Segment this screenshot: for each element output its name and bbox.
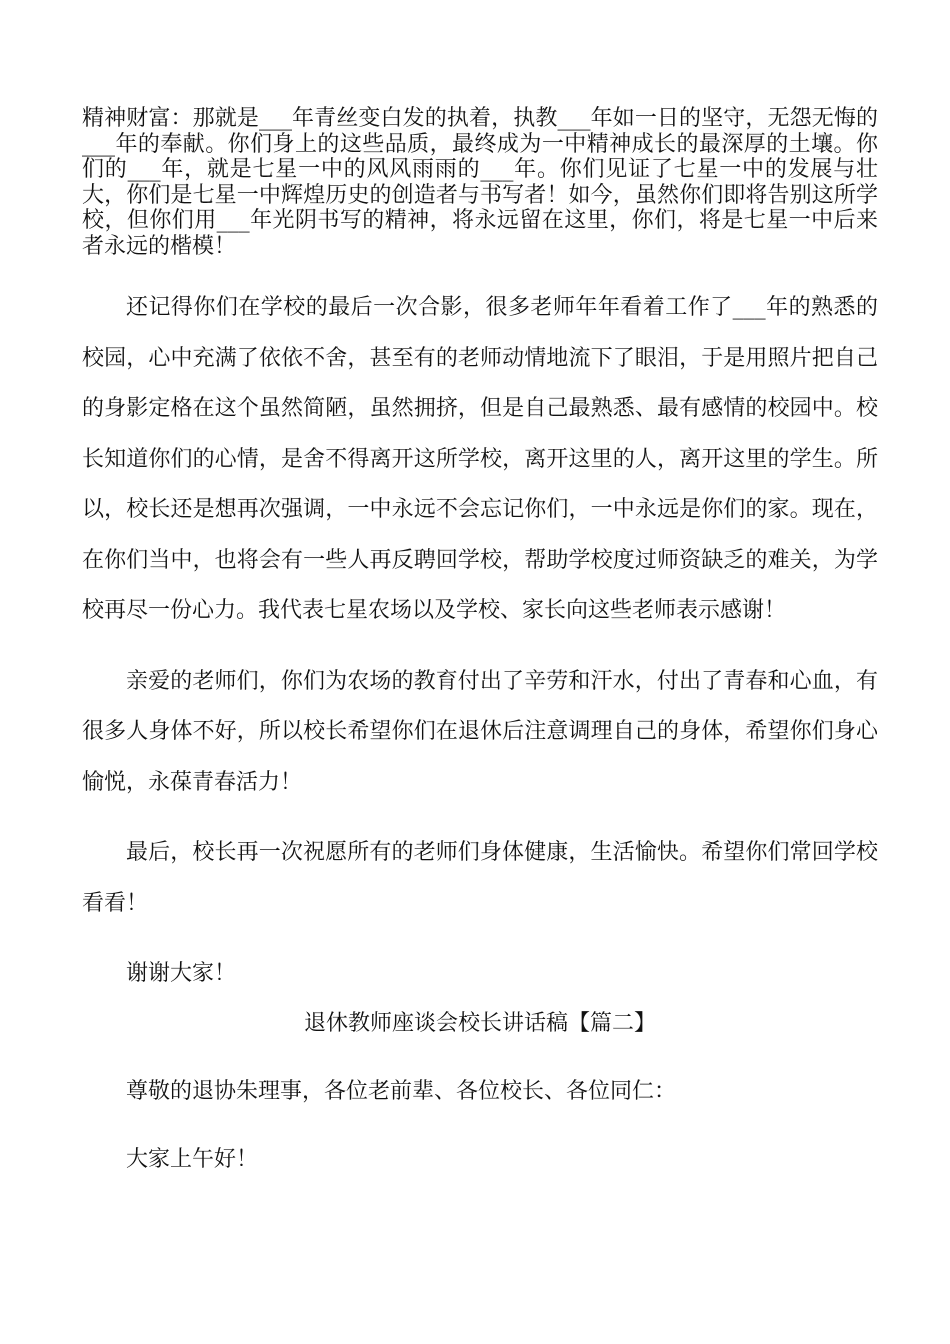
paragraph-memory: 还记得你们在学校的最后一次合影，很多老师年年看着工作了___年的熟悉的校园，心中充满了依依不舍，甚至有的老师动情地流下了眼泪，于是用照片把自己的身影定格在这个虽然简陋，虽然拥挤，但是自己最熟悉、最有感情的校园中。校长知道你们的心情，是舍不得离开这所学校，离开这里的人，离开这里的学生。所以，校长还是想再次强调，一中永远不会忘记你们，一中永远是你们的家。现在，在你们当中，也将会有一些人再反聘回学校，帮助学校度过师资缺乏的难关，为学校再尽一份心力。我代表七星农场以及学校、家长向这些老师表示感谢！ xyxy=(82,295,878,623)
spacer xyxy=(82,929,878,949)
spacer xyxy=(82,637,878,657)
paragraph-thanks: 谢谢大家！ xyxy=(126,961,237,986)
document-page xyxy=(82,106,878,1185)
spacer xyxy=(82,808,878,828)
spacer xyxy=(82,1117,878,1135)
paragraph-continuation: 精神财富：那就是___年青丝变白发的执着，执教___年如一日的坚守，无怨无悔的___年的奉献。你们身上的这些品质，最终成为一中精神成长的最深厚的土壤。你们的___年，就是七星一中的风风雨雨的___年。你们见证了七星一中的发展与壮大，你们是七星一中辉煌历史的创造者与书写者！如今，虽然你们即将告别这所学校，但你们用___年光阴书写的精神，将永远留在这里，你们，将是七星一中后来者永远的楷模！ xyxy=(82,106,878,259)
greeting: 大家上午好！ xyxy=(126,1147,259,1172)
paragraph-health-wishes: 亲爱的老师们，你们为农场的教育付出了辛劳和汗水，付出了青春和心血，有很多人身体不好，所以校长希望你们在退休后注意调理自己的身体，希望你们身心愉悦，永葆青春活力！ xyxy=(82,668,878,795)
salutation: 尊敬的退协朱理事，各位老前辈、各位校长、各位同仁： xyxy=(126,1079,677,1104)
paragraph-closing-wishes: 最后，校长再一次祝愿所有的老师们身体健康，生活愉快。希望你们常回学校看看！ xyxy=(82,840,878,916)
spacer xyxy=(82,1049,878,1067)
section-title: 退休教师座谈会校长讲话稿【篇二】 xyxy=(303,1011,656,1036)
spacer xyxy=(82,259,878,283)
